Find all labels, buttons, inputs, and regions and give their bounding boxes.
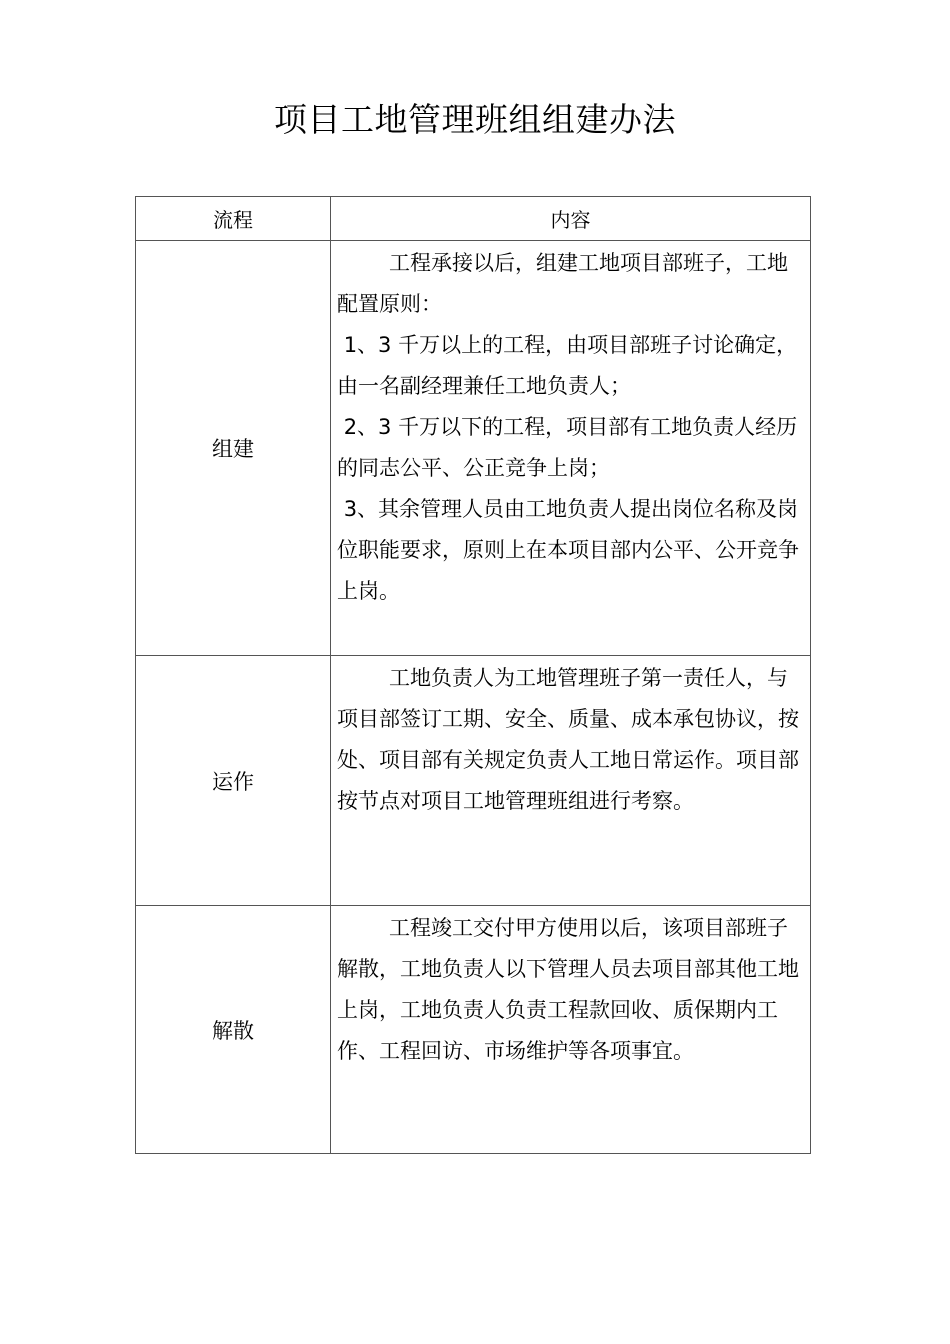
- stage-cell-dissolve: 解散: [136, 906, 331, 1154]
- content-cell-build: [331, 241, 811, 656]
- content-cell-operate: [331, 656, 811, 906]
- table-row-dissolve: [136, 906, 811, 1154]
- build-paragraph-item-3: 3、其余管理人员由工地负责人提出岗位名称及岗位职能要求，原则上在本项目部内公平、公开竞争上岗。: [337, 497, 799, 603]
- table-header-row: [136, 197, 811, 241]
- build-paragraph-intro: 工程承接以后，组建工地项目部班子，工地配置原则：: [337, 251, 788, 316]
- document-title: 项目工地管理班组组建办法: [274, 100, 676, 139]
- content-cell-dissolve: [331, 906, 811, 1154]
- build-paragraph-item-2: 2、3 千万以下的工程，项目部有工地负责人经历的同志公平、公正竞争上岗；: [337, 415, 798, 480]
- dissolve-paragraph: 工程竣工交付甲方使用以后，该项目部班子解散，工地负责人以下管理人员去项目部其他工地上岗，工地负责人负责工程款回收、质保期内工作、工程回访、市场维护等各项事宜。: [337, 916, 799, 1063]
- operate-paragraph: 工地负责人为工地管理班子第一责任人，与项目部签订工期、安全、质量、成本承包协议，按处、项目部有关规定负责人工地日常运作。项目部按节点对项目工地管理班组进行考察。: [337, 666, 799, 813]
- table-row-build: [136, 241, 811, 656]
- header-content: 内容: [331, 197, 811, 241]
- procedure-table: [135, 196, 811, 1154]
- header-stage: 流程: [136, 197, 331, 241]
- table-row-operate: [136, 656, 811, 906]
- stage-cell-build: 组建: [136, 241, 331, 656]
- build-paragraph-item-1: 1、3 千万以上的工程，由项目部班子讨论确定，由一名副经理兼任工地负责人；: [337, 333, 798, 398]
- stage-cell-operate: 运作: [136, 656, 331, 906]
